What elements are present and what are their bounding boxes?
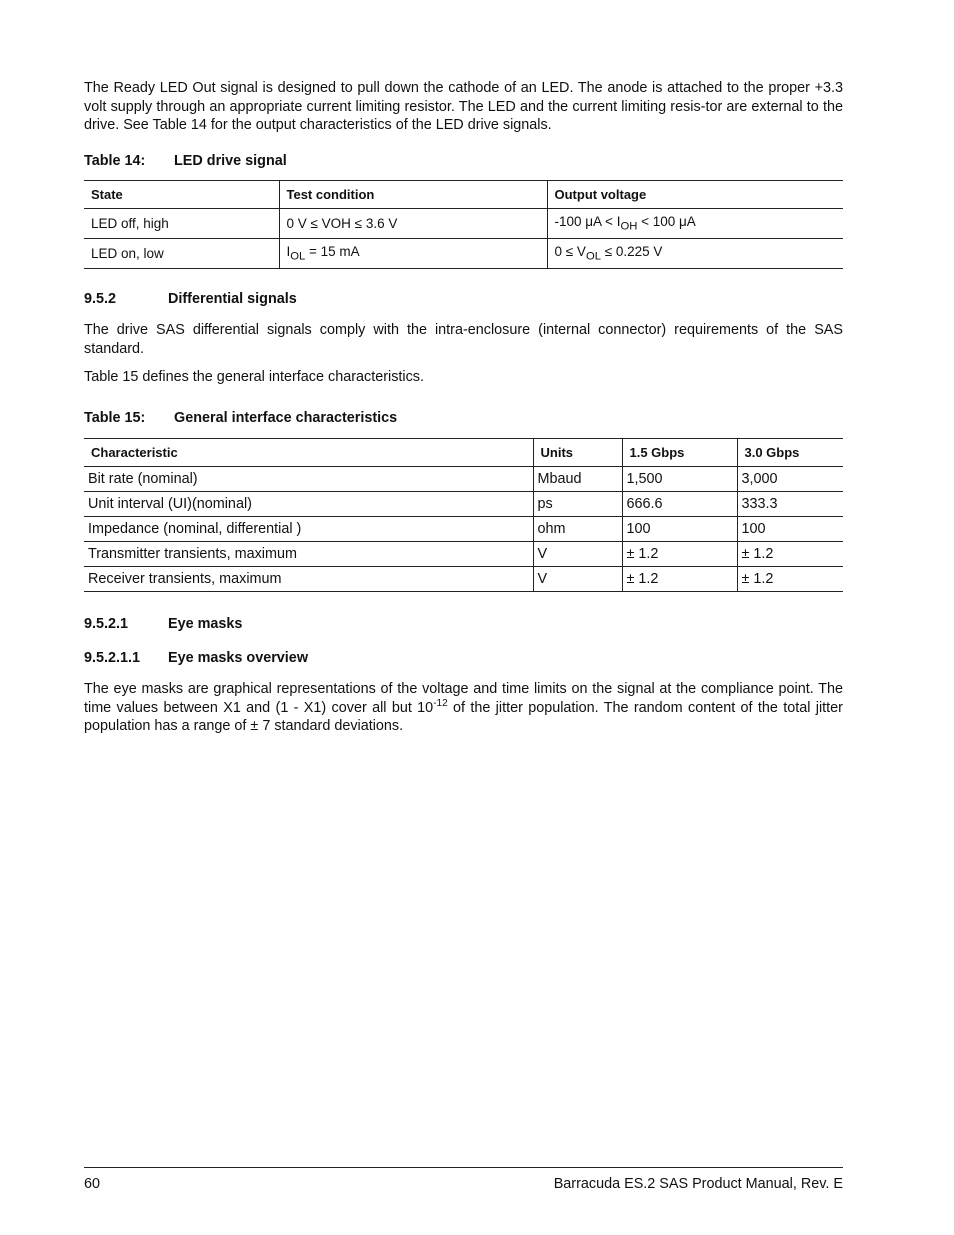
table14 bbox=[84, 180, 843, 269]
table-cell: 333.3 bbox=[737, 492, 843, 517]
page-number: 60 bbox=[84, 1176, 101, 1192]
table15 bbox=[84, 438, 843, 592]
table15-header-3-0-gbps: 3.0 Gbps bbox=[737, 439, 843, 467]
table-row bbox=[84, 492, 843, 517]
table14-caption bbox=[84, 152, 843, 170]
table-row bbox=[84, 542, 843, 567]
table-cell: Unit interval (UI)(nominal) bbox=[84, 492, 533, 517]
eye-masks-paragraph: The eye masks are graphical representations of the voltage and time limits on the signal at the compliance point. The time values between X1 and (1 - X1) cover all but $10^{-12}$ of the jitter population. The random content of the total jitter population has a range of ± 7 standard deviations. bbox=[84, 681, 843, 734]
table-row bbox=[84, 239, 843, 269]
differential-paragraph-2: Table 15 defines the general interface characteristics. bbox=[84, 369, 424, 385]
table14-header-test-condition: Test condition bbox=[279, 181, 547, 209]
table15-caption-number: Table 15: bbox=[84, 410, 146, 426]
table14-header-output-voltage: Output voltage bbox=[547, 181, 843, 209]
intro-paragraph: The Ready LED Out signal is designed to pull down the cathode of an LED. The anode is attached to the proper +3.3 volt supply through an appropriate current limiting resistor. The LED and the current limiting resis-tor are external to the drive. See Table 14 for the output characteristics of the LED drive signals. bbox=[84, 80, 843, 133]
table-row bbox=[84, 467, 843, 492]
differential-paragraph-1: The drive SAS differential signals comply with the intra-enclosure (internal connector) requirements of the SAS standard. bbox=[84, 322, 843, 357]
table-cell: 1,500 bbox=[622, 467, 737, 492]
table15-caption-title: General interface characteristics bbox=[174, 410, 398, 426]
table14-cell-state: LED off, high bbox=[84, 209, 279, 239]
table-cell: Transmitter transients, maximum bbox=[84, 542, 533, 567]
table14-cell-output-voltage: -100 $\mu A < I_{OH} < 100$ μA bbox=[547, 209, 843, 239]
table-cell: Receiver transients, maximum bbox=[84, 567, 533, 592]
table15-header-1-5-gbps: 1.5 Gbps bbox=[622, 439, 737, 467]
section-heading-9-5-2: 9.5.2 Differential signals bbox=[84, 291, 297, 307]
table-cell: ohm bbox=[533, 517, 622, 542]
table-cell: Mbaud bbox=[533, 467, 622, 492]
table-cell: ± 1.2 bbox=[622, 567, 737, 592]
table14-cell-state: LED on, low bbox=[84, 239, 279, 269]
document-page bbox=[84, 0, 843, 1235]
table14-cell-test-condition: 0 V ≤ VOH ≤ 3.6 V bbox=[279, 209, 547, 239]
table15-header-characteristic: Characteristic bbox=[84, 439, 533, 467]
table-cell: Bit rate (nominal) bbox=[84, 467, 533, 492]
table14-header-state: State bbox=[84, 181, 279, 209]
table-row bbox=[84, 517, 843, 542]
table-cell: ± 1.2 bbox=[737, 542, 843, 567]
table-cell: Impedance (nominal, differential ) bbox=[84, 517, 533, 542]
table14-header-row bbox=[84, 181, 843, 209]
table-cell: 100 bbox=[622, 517, 737, 542]
table14-caption-title: LED drive signal bbox=[174, 153, 287, 169]
table-cell: ps bbox=[533, 492, 622, 517]
table15-caption bbox=[84, 409, 843, 427]
table14-cell-output-voltage: $0 \le V_{OL} \le 0.225$ V bbox=[547, 239, 843, 269]
table-row bbox=[84, 209, 843, 239]
table-cell: V bbox=[533, 567, 622, 592]
footer-divider bbox=[84, 1167, 843, 1168]
section-heading-9-5-2-1-1: 9.5.2.1.1 Eye masks overview bbox=[84, 650, 309, 666]
table14-caption-number: Table 14: bbox=[84, 153, 146, 169]
table-row bbox=[84, 567, 843, 592]
table-cell: V bbox=[533, 542, 622, 567]
table-cell: ± 1.2 bbox=[622, 542, 737, 567]
table-cell: ± 1.2 bbox=[737, 567, 843, 592]
table-cell: 100 bbox=[737, 517, 843, 542]
table14-cell-test-condition: $I_{OL} = 15$ mA bbox=[279, 239, 547, 269]
document-title: Barracuda ES.2 SAS Product Manual, Rev. E bbox=[553, 1176, 843, 1192]
table-cell: 666.6 bbox=[622, 492, 737, 517]
section-heading-9-5-2-1: 9.5.2.1 Eye masks bbox=[84, 616, 243, 632]
table-cell: 3,000 bbox=[737, 467, 843, 492]
table15-header-units: Units bbox=[533, 439, 622, 467]
table15-header-row bbox=[84, 439, 843, 467]
